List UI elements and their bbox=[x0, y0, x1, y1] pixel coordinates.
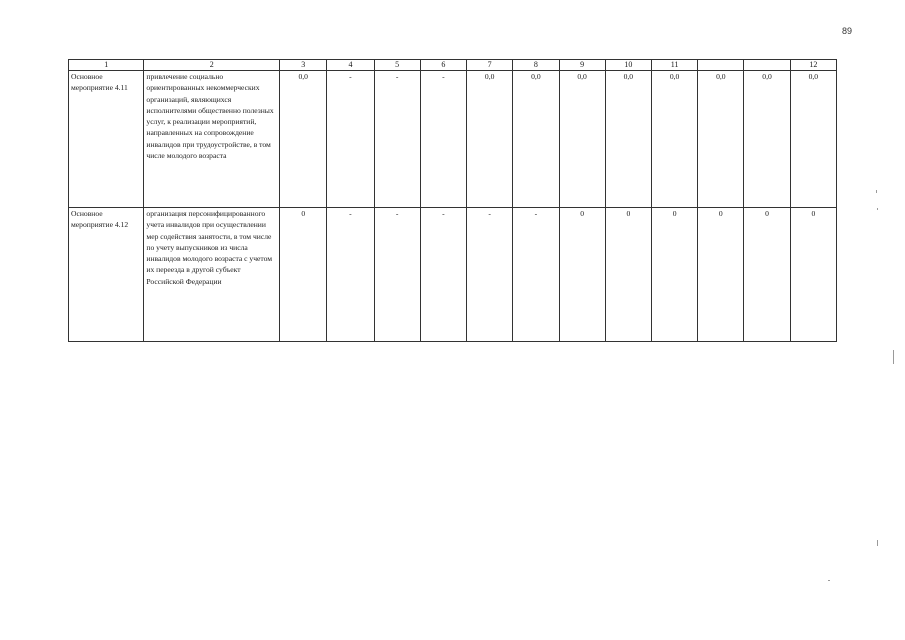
value-cell: 0,0 bbox=[467, 71, 513, 208]
scan-speck bbox=[828, 580, 830, 581]
value-cell: - bbox=[513, 208, 559, 342]
event-description: организация персонифицированного учета инвалидов при осуществлении мер содействия занятости, в том числе по учету выпускников из числа инвалидов молодого возраста с учетом их переезда в другой субъект Российской Федерации bbox=[144, 208, 280, 342]
value-cell: 0 bbox=[651, 208, 697, 342]
scan-speck bbox=[877, 208, 878, 210]
column-header: 12 bbox=[790, 60, 836, 71]
column-header: 6 bbox=[420, 60, 466, 71]
column-header: 9 bbox=[559, 60, 605, 71]
column-header: 2 bbox=[144, 60, 280, 71]
value-cell: - bbox=[374, 208, 420, 342]
value-cell: - bbox=[327, 71, 374, 208]
value-cell: 0,0 bbox=[513, 71, 559, 208]
value-cell: 0 bbox=[605, 208, 651, 342]
value-cell: - bbox=[327, 208, 374, 342]
value-cell: 0,0 bbox=[790, 71, 836, 208]
value-cell: 0,0 bbox=[559, 71, 605, 208]
table-row bbox=[69, 71, 837, 208]
column-header: 11 bbox=[651, 60, 697, 71]
column-header: 5 bbox=[374, 60, 420, 71]
event-name: Основное мероприятие 4.12 bbox=[69, 208, 144, 342]
value-cell: 0,0 bbox=[280, 71, 327, 208]
table-header-row bbox=[69, 60, 837, 71]
value-cell: 0 bbox=[744, 208, 790, 342]
column-header: 10 bbox=[605, 60, 651, 71]
value-cell: 0,0 bbox=[651, 71, 697, 208]
value-cell: - bbox=[420, 208, 466, 342]
column-header: 3 bbox=[280, 60, 327, 71]
value-cell: 0 bbox=[280, 208, 327, 342]
table-row bbox=[69, 208, 837, 342]
page-number: 89 bbox=[841, 26, 852, 36]
value-cell: - bbox=[467, 208, 513, 342]
value-cell: - bbox=[374, 71, 420, 208]
scan-speck bbox=[893, 350, 894, 364]
data-table bbox=[68, 59, 837, 342]
value-cell: 0 bbox=[698, 208, 744, 342]
scan-speck bbox=[877, 540, 878, 546]
event-name: Основное мероприятие 4.11 bbox=[69, 71, 144, 208]
value-cell: - bbox=[420, 71, 466, 208]
value-cell: 0,0 bbox=[744, 71, 790, 208]
column-header: 4 bbox=[327, 60, 374, 71]
value-cell: 0,0 bbox=[698, 71, 744, 208]
column-header: 8 bbox=[513, 60, 559, 71]
value-cell: 0 bbox=[559, 208, 605, 342]
value-cell: 0 bbox=[790, 208, 836, 342]
event-description: привлечение социально ориентированных некоммерческих организаций, являющихся исполнителями общественно полезных услуг, к реализации мероприятий, направленных на сопровождение инвалидов при трудоустройстве, в том числе молодого возраста bbox=[144, 71, 280, 208]
scan-speck bbox=[876, 190, 877, 193]
column-header: 7 bbox=[467, 60, 513, 71]
column-header bbox=[744, 60, 790, 71]
column-header: 1 bbox=[69, 60, 144, 71]
value-cell: 0,0 bbox=[605, 71, 651, 208]
column-header bbox=[698, 60, 744, 71]
